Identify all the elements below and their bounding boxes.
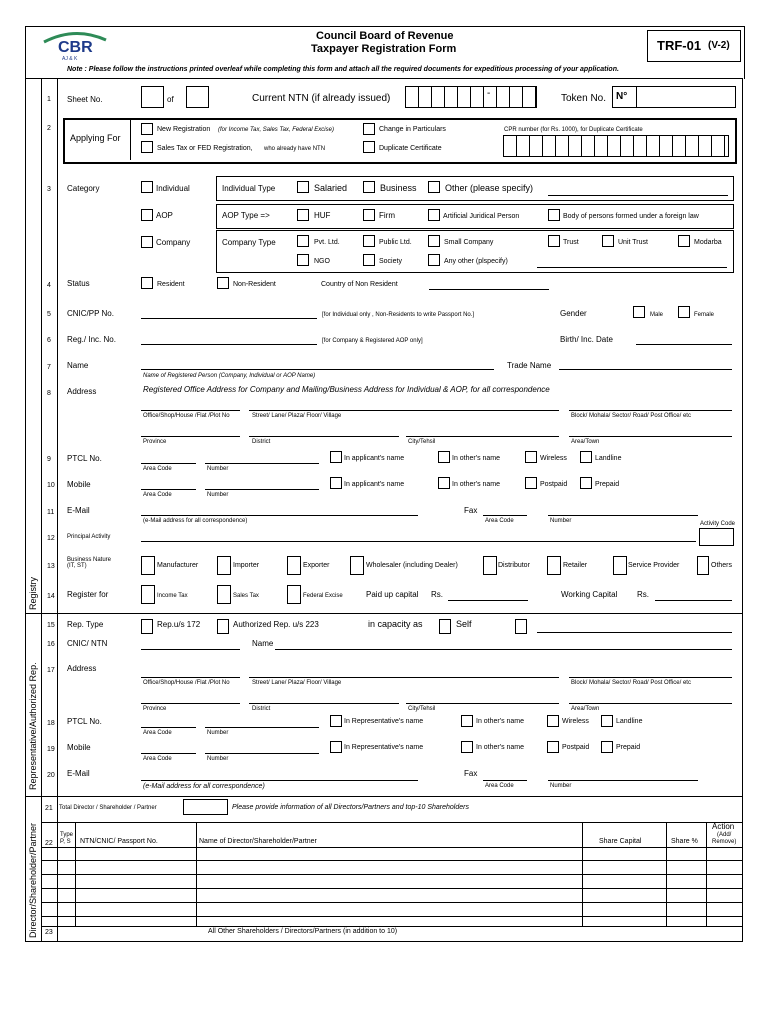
rep-ptcl-others-checkbox[interactable] (461, 715, 473, 727)
exporter-label: Exporter (303, 562, 330, 569)
cnic-label: CNIC/PP No. (67, 309, 114, 318)
reg-input[interactable] (141, 344, 317, 345)
bop-checkbox[interactable] (548, 209, 560, 221)
company-label: Company (156, 238, 191, 247)
duplicate-certificate-label: Duplicate Certificate (379, 145, 442, 152)
city-label: City/Tehsil (408, 439, 436, 445)
rep-ptcl-area-input[interactable] (141, 727, 196, 728)
row-number: 15 (47, 622, 55, 629)
salaried-checkbox[interactable] (297, 181, 309, 193)
reg-note: [for Company & Registered AOP only] (322, 338, 423, 344)
area-label: Area/Town (571, 439, 600, 445)
fax-number-label: Number (550, 518, 572, 524)
row-number: 19 (47, 746, 55, 753)
street-label: Street/ Lane/ Plaza/ Floor/ Village (252, 680, 342, 686)
category-label: Category (67, 184, 100, 193)
office-label: Office/Shop/House /Flat /Plot No (143, 413, 230, 419)
rep-email-input[interactable] (141, 780, 418, 781)
exporter-checkbox[interactable] (287, 556, 301, 575)
rep-street-input[interactable] (249, 677, 559, 678)
working-capital-input[interactable] (655, 600, 732, 601)
ptcl-others-label: In other's name (452, 455, 501, 462)
token-no-label: N° (616, 91, 628, 102)
col-action: Action (712, 822, 735, 831)
rep-ptcl-others-label: In other's name (476, 718, 525, 725)
manufacturer-checkbox[interactable] (141, 556, 155, 575)
trust-label: Trust (563, 239, 579, 246)
trade-name-input[interactable] (559, 369, 732, 370)
rep-wireless-checkbox[interactable] (547, 715, 559, 727)
rep-172-checkbox[interactable] (141, 619, 153, 634)
postpaid-checkbox[interactable] (525, 477, 537, 489)
paid-capital-input[interactable] (448, 600, 528, 601)
ntn-dash: - (487, 88, 491, 99)
block-label: Block/ Mohala/ Sector/ Road/ Post Office/ etc (571, 413, 691, 419)
modarba-checkbox[interactable] (678, 235, 690, 247)
company-type-label: Company Type (222, 238, 276, 247)
rep-mobile-area-input[interactable] (141, 753, 196, 754)
sales-tax-register-label: Sales Tax (233, 593, 259, 599)
sheet-label: Sheet No. (67, 95, 103, 104)
ptcl-area-code-input[interactable] (141, 463, 196, 464)
male-checkbox[interactable] (633, 306, 645, 318)
change-particulars-checkbox[interactable] (363, 123, 375, 135)
district-input[interactable] (249, 436, 399, 437)
col-name: Name of Director/Shareholder/Partner (199, 838, 317, 845)
rep-cnic-label: CNIC/ NTN (67, 639, 108, 648)
section-director: Director/Shareholder/Partner (28, 822, 38, 938)
importer-checkbox[interactable] (217, 556, 231, 575)
other-specify-input[interactable] (548, 195, 728, 196)
prepaid-label: Prepaid (595, 481, 620, 488)
small-company-label: Small Company (444, 239, 494, 246)
wholesaler-checkbox[interactable] (350, 556, 364, 575)
col-action-sub2: Remove) (712, 839, 737, 845)
sheet-number-input[interactable] (141, 86, 164, 108)
activity-code-label: Activity Code (700, 521, 736, 527)
form-title-line1: Council Board of Revenue (316, 30, 454, 42)
row-number: 8 (47, 390, 51, 397)
wireless-label: Wireless (540, 455, 567, 462)
any-other-company-checkbox[interactable] (428, 254, 440, 266)
name-note: Name of Registered Person (Company, Individual or AOP Name) (143, 373, 316, 379)
mobile-others-label: In other's name (452, 481, 501, 488)
aop-label: AOP (156, 211, 173, 220)
fax-number-label: Number (550, 783, 572, 789)
street-label: Street/ Lane/ Plaza/ Floor/ Village (252, 413, 342, 419)
business-label: Business (380, 183, 417, 193)
ptcl-applicant-checkbox[interactable] (330, 451, 342, 463)
block-label: Block/ Mohala/ Sector/ Road/ Post Office/ etc (571, 680, 691, 686)
ntn-input[interactable] (405, 86, 537, 108)
row-number: 21 (45, 805, 53, 812)
form-note: Note : Please follow the instructions printed overleaf while completing this form and attach all the required documents for expeditious processing of your application. (67, 66, 619, 73)
distributor-label: Distributor (498, 562, 530, 569)
row-number: 7 (47, 364, 51, 371)
rep-wireless-label: Wireless (562, 718, 589, 725)
logo-subtext: AJ & K (62, 56, 78, 62)
rep-mobile-others-checkbox[interactable] (461, 741, 473, 753)
resident-label: Resident (157, 281, 185, 288)
sales-tax-checkbox[interactable] (141, 141, 153, 153)
fax-area-code-label: Area Code (485, 783, 514, 789)
income-tax-checkbox[interactable] (141, 585, 155, 604)
rep-province-input[interactable] (141, 703, 240, 704)
landline-checkbox[interactable] (580, 451, 592, 463)
income-tax-label: Income Tax (157, 593, 188, 599)
section-representative: Representative/Authorized Rep. (28, 662, 38, 790)
number-label: Number (207, 466, 229, 472)
rep-type-label: Rep. Type (67, 620, 104, 629)
non-resident-label: Non-Resident (233, 281, 276, 288)
area-input[interactable] (569, 436, 732, 437)
firm-label: Firm (379, 211, 395, 220)
female-label: Female (694, 312, 715, 318)
principal-activity-input[interactable] (141, 541, 696, 542)
reg-label: Reg./ Inc. No. (67, 335, 116, 344)
col-action-sub1: (Add/ (717, 832, 732, 838)
office-input[interactable] (141, 410, 240, 411)
number-label: Number (207, 730, 229, 736)
row-number: 9 (47, 456, 51, 463)
country-input[interactable] (429, 289, 549, 290)
service-provider-checkbox[interactable] (613, 556, 627, 575)
salaried-label: Salaried (314, 183, 348, 193)
rep-prepaid-checkbox[interactable] (601, 741, 613, 753)
ptcl-applicant-label: In applicant's name (344, 455, 405, 462)
fax-area-code-input[interactable] (483, 515, 527, 516)
total-directors-input[interactable] (183, 799, 228, 815)
col-type: Type (60, 832, 74, 838)
area-code-label: Area Code (143, 492, 172, 498)
firm-checkbox[interactable] (363, 209, 375, 221)
rep-name-input[interactable] (275, 649, 732, 650)
retailer-checkbox[interactable] (547, 556, 561, 575)
row-number: 3 (47, 186, 51, 193)
rep-postpaid-checkbox[interactable] (547, 741, 559, 753)
rep-area-input[interactable] (569, 703, 732, 704)
mobile-label: Mobile (67, 480, 91, 489)
col-share-capital: Share Capital (599, 838, 642, 845)
directors-desc: Please provide information of all Directors/Partners and top-10 Shareholders (232, 804, 469, 811)
number-label: Number (207, 492, 229, 498)
activity-code-input[interactable] (699, 528, 734, 546)
rep-ptcl-rep-label: In Representative's name (344, 718, 424, 725)
cpr-label: CPR number (for Rs. 1000), for Duplicate Certificate (504, 127, 643, 133)
rep-landline-label: Landline (616, 718, 643, 725)
block-input[interactable] (569, 410, 732, 411)
other-capacity-checkbox[interactable] (515, 619, 527, 634)
name-input[interactable] (141, 369, 494, 370)
trust-checkbox[interactable] (548, 235, 560, 247)
business-nature-sub: (IT, ST) (67, 563, 87, 569)
resident-checkbox[interactable] (141, 277, 153, 289)
individual-label: Individual (156, 184, 190, 193)
business-nature-label: Business Nature (67, 557, 112, 563)
applying-for-label: Applying For (70, 133, 121, 143)
importer-label: Importer (233, 562, 260, 569)
fax-label: Fax (464, 506, 478, 515)
token-input[interactable] (612, 86, 736, 108)
other-specify-label: Other (please specify) (445, 183, 534, 193)
section-registry: Registry (28, 576, 38, 610)
register-for-label: Register for (67, 590, 109, 599)
modarba-label: Modarba (694, 239, 722, 246)
self-checkbox[interactable] (439, 619, 451, 634)
rep-postpaid-label: Postpaid (562, 744, 590, 751)
rep-ptcl-number-input[interactable] (205, 727, 319, 728)
society-label: Society (379, 258, 402, 265)
row-number: 16 (47, 641, 55, 648)
aop-checkbox[interactable] (141, 209, 153, 221)
manufacturer-label: Manufacturer (157, 562, 199, 569)
street-input[interactable] (249, 410, 559, 411)
office-label: Office/Shop/House /Flat /Plot No (143, 680, 230, 686)
token-label: Token No. (561, 93, 607, 104)
address-label: Address (67, 387, 97, 396)
area-label: Area/Town (571, 706, 600, 712)
any-other-label: Any other (plspecify) (444, 258, 508, 265)
rep-prepaid-label: Prepaid (616, 744, 641, 751)
rep-ptcl-rep-checkbox[interactable] (330, 715, 342, 727)
auth-rep-checkbox[interactable] (217, 619, 229, 634)
business-checkbox[interactable] (363, 181, 375, 193)
rep-landline-checkbox[interactable] (601, 715, 613, 727)
row-number: 17 (47, 667, 55, 674)
duplicate-certificate-checkbox[interactable] (363, 141, 375, 153)
others-checkbox[interactable] (697, 556, 709, 575)
col-type-sub: P, S (60, 839, 71, 845)
pvt-ltd-checkbox[interactable] (297, 235, 309, 247)
form-version: (V-2) (708, 40, 730, 51)
province-input[interactable] (141, 436, 240, 437)
mobile-area-code-input[interactable] (141, 489, 196, 490)
other-capacity-input[interactable] (537, 632, 732, 633)
rep-172-label: Rep.u/s 172 (157, 620, 201, 629)
row-number: 18 (47, 720, 55, 727)
non-resident-checkbox[interactable] (217, 277, 229, 289)
rep-mobile-label: Mobile (67, 743, 91, 752)
rep-cnic-input[interactable] (141, 649, 240, 650)
auth-rep-label: Authorized Rep. u/s 223 (233, 620, 319, 629)
row-number: 14 (47, 593, 55, 600)
trade-name-label: Trade Name (507, 361, 552, 370)
city-label: City/Tehsil (408, 706, 436, 712)
public-ltd-label: Public Ltd. (379, 239, 412, 246)
pvt-ltd-label: Pvt. Ltd. (314, 239, 340, 246)
unit-trust-checkbox[interactable] (602, 235, 614, 247)
rep-fax-area-input[interactable] (483, 780, 527, 781)
number-label: Number (207, 756, 229, 762)
email-input[interactable] (141, 515, 418, 516)
change-particulars-label: Change in Particulars (379, 126, 446, 133)
rep-district-input[interactable] (249, 703, 399, 704)
form-code: TRF-01 (657, 38, 702, 53)
new-registration-label: New Registration (157, 126, 211, 133)
total-directors-label: Total Director / Shareholder / Partner (59, 805, 157, 811)
small-company-checkbox[interactable] (428, 235, 440, 247)
col-share-percent: Share % (671, 838, 698, 845)
landline-label: Landline (595, 455, 622, 462)
row-number: 2 (47, 125, 51, 132)
row-number: 4 (47, 282, 51, 289)
capacity-label: in capacity as (368, 619, 423, 629)
mobile-number-input[interactable] (205, 489, 319, 490)
sales-tax-register-checkbox[interactable] (217, 585, 231, 604)
other-individual-checkbox[interactable] (428, 181, 440, 193)
ngo-checkbox[interactable] (297, 254, 309, 266)
company-checkbox[interactable] (141, 236, 153, 248)
fax-area-code-label: Area Code (485, 518, 514, 524)
area-code-label: Area Code (143, 756, 172, 762)
district-label: District (252, 439, 271, 445)
form-title-line2: Taxpayer Registration Form (311, 43, 457, 55)
row-number: 12 (47, 535, 55, 542)
ajp-label: Artificial Juridical Person (443, 213, 520, 220)
unit-trust-label: Unit Trust (618, 239, 648, 246)
individual-checkbox[interactable] (141, 181, 153, 193)
row-number: 20 (47, 772, 55, 779)
all-other-shareholders-label: All Other Shareholders / Directors/Partners (in addition to 10) (208, 928, 398, 935)
row-number: 1 (47, 96, 51, 103)
rep-mobile-rep-checkbox[interactable] (330, 741, 342, 753)
ptcl-label: PTCL No. (67, 454, 102, 463)
cnic-input[interactable] (141, 318, 317, 319)
wholesaler-label: Wholesaler (including Dealer) (366, 562, 458, 569)
wireless-checkbox[interactable] (525, 451, 537, 463)
cnic-note: [for Individual only , Non-Residents to write Passport No.] (322, 312, 475, 318)
bop-label: Body of persons formed under a foreign law (563, 213, 699, 220)
rs-label: Rs. (431, 590, 443, 599)
principal-activity-label: Principal Activity (67, 534, 111, 540)
row-number: 11 (47, 509, 55, 516)
female-checkbox[interactable] (678, 306, 690, 318)
birth-label: Birth/ Inc. Date (560, 335, 613, 344)
working-capital-label: Working Capital (561, 590, 618, 599)
email-label: E-Mail (67, 506, 90, 515)
sales-tax-note: who already have NTN (264, 146, 326, 152)
row-number: 22 (45, 840, 53, 847)
mobile-applicant-label: In applicant's name (344, 481, 405, 488)
huf-checkbox[interactable] (297, 209, 309, 221)
mobile-applicant-checkbox[interactable] (330, 477, 342, 489)
federal-excise-label: Federal Excise (303, 593, 343, 599)
new-registration-note: (for Income Tax, Sales Tax, Federal Excise) (218, 127, 334, 133)
rep-address-label: Address (67, 664, 97, 673)
area-code-label: Area Code (143, 730, 172, 736)
postpaid-label: Postpaid (540, 481, 568, 488)
row-number: 6 (47, 337, 51, 344)
aop-type-label: AOP Type => (222, 211, 270, 220)
rep-mobile-number-input[interactable] (205, 753, 319, 754)
address-desc: Registered Office Address for Company and Mailing/Business Address for Individual & AOP, for all correspondence (143, 385, 550, 394)
retailer-label: Retailer (563, 562, 588, 569)
row-number: 10 (47, 482, 55, 489)
rep-name-label: Name (252, 639, 274, 648)
sales-tax-label: Sales Tax or FED Registration, (157, 145, 253, 152)
federal-excise-checkbox[interactable] (287, 585, 301, 604)
new-registration-checkbox[interactable] (141, 123, 153, 135)
rep-mobile-others-label: In other's name (476, 744, 525, 751)
paid-capital-label: Paid up capital (366, 590, 419, 599)
ajp-checkbox[interactable] (428, 209, 440, 221)
province-label: Province (143, 706, 167, 712)
logo-text: CBR (58, 39, 93, 56)
self-label: Self (456, 619, 472, 629)
country-label: Country of Non Resident (321, 281, 398, 288)
name-label: Name (67, 361, 89, 370)
rep-fax-number-input[interactable] (548, 780, 698, 781)
rep-email-note: (e-Mail address for all correspondence) (143, 783, 265, 790)
of-label: of (167, 95, 174, 104)
mobile-others-checkbox[interactable] (438, 477, 450, 489)
rep-city-input[interactable] (406, 703, 559, 704)
huf-label: HUF (314, 211, 331, 220)
gender-label: Gender (560, 309, 587, 318)
male-label: Male (650, 312, 664, 318)
province-label: Province (143, 439, 167, 445)
district-label: District (252, 706, 271, 712)
area-code-label: Area Code (143, 466, 172, 472)
rep-fax-label: Fax (464, 769, 478, 778)
prepaid-checkbox[interactable] (580, 477, 592, 489)
rep-ptcl-label: PTCL No. (67, 717, 102, 726)
email-note: (e-Mail address for all correspondence) (143, 518, 248, 524)
others-label: Others (711, 562, 733, 569)
ptcl-number-input[interactable] (205, 463, 319, 464)
status-label: Status (67, 279, 90, 288)
cbr-logo (40, 30, 110, 64)
rep-block-input[interactable] (569, 677, 732, 678)
rs-label: Rs. (637, 590, 649, 599)
individual-type-label: Individual Type (222, 184, 276, 193)
any-other-input[interactable] (537, 267, 727, 268)
ptcl-others-checkbox[interactable] (438, 451, 450, 463)
rep-office-input[interactable] (141, 677, 240, 678)
rep-mobile-rep-label: In Representative's name (344, 744, 424, 751)
society-checkbox[interactable] (363, 254, 375, 266)
row-number: 13 (47, 563, 55, 570)
public-ltd-checkbox[interactable] (363, 235, 375, 247)
sheet-total-input[interactable] (186, 86, 209, 108)
col-ntn: NTN/CNIC/ Passport No. (80, 838, 158, 845)
distributor-checkbox[interactable] (483, 556, 497, 575)
city-input[interactable] (406, 436, 559, 437)
service-provider-label: Service Provider (628, 562, 680, 569)
current-ntn-label: Current NTN (if already issued) (252, 93, 391, 104)
fax-number-input[interactable] (548, 515, 698, 516)
rep-email-label: E-Mail (67, 769, 90, 778)
ngo-label: NGO (314, 258, 330, 265)
row-number: 5 (47, 311, 51, 318)
birth-input[interactable] (636, 344, 732, 345)
row-number: 23 (45, 929, 53, 936)
cpr-input[interactable] (503, 135, 729, 157)
